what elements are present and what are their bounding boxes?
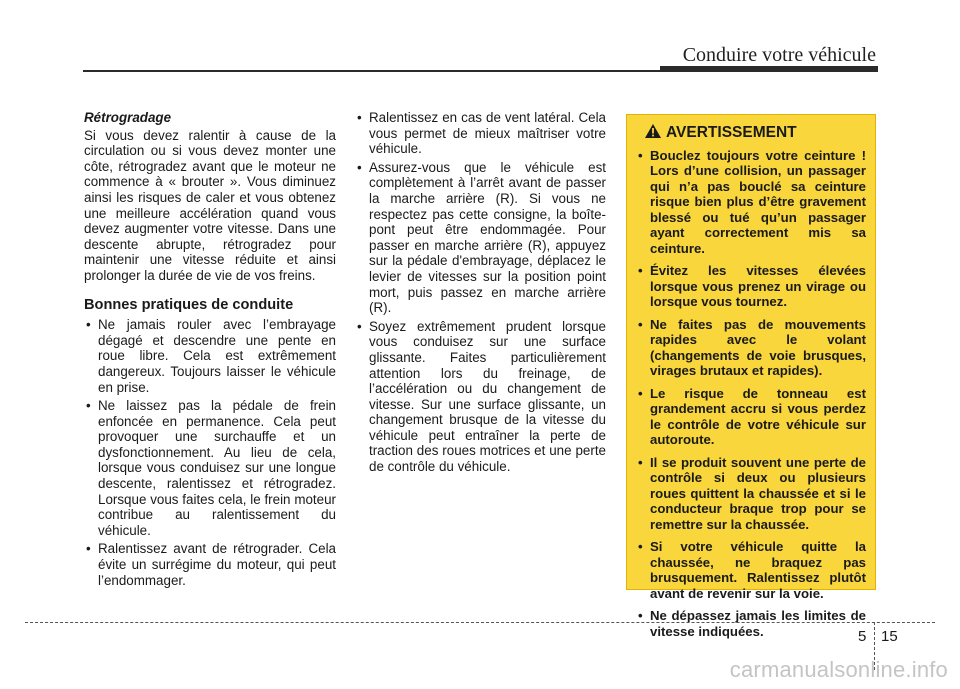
warning-box (626, 114, 876, 639)
list-item: • Ne laissez pas la pédale de frein enfoncée en permanence. Cela peut provoquer une surchauffe et un dysfonctionnement. Au lieu de cela, lorsque vous conduisez sur une longue descente, ralentissez et rétrogradez. Lorsque vous faites cela, le frein moteur contribue au ralentissement du véhicule. (84, 398, 336, 538)
warning-item: • Il se produit souvent une perte de contrôle si deux ou plusieurs roues quittent la chaussée et si le conducteur braque trop pour se remettre sur la chaussée. (636, 455, 866, 533)
warning-item: • Ne faites pas de mouvements rapides avec le volant (changements de voie brusques, virages brutaux et rapides). (636, 317, 866, 379)
page-header-title: Conduire votre véhicule (682, 44, 876, 66)
warning-item: • Si votre véhicule quitte la chaussée, ne braquez pas brusquement. Ralentissez plutôt avant de revenir sur la voie. (636, 539, 866, 601)
section-title: Bonnes pratiques de conduite (84, 296, 294, 313)
column-middle (355, 110, 606, 478)
header-rule-thin (83, 70, 660, 72)
subhead-retrogradage: Rétrogradage (84, 110, 172, 125)
chapter-number: 5 (858, 628, 867, 645)
warning-header (644, 123, 866, 143)
list-item: • Assurez-vous que le véhicule est complètement à l’arrêt avant de passer la marche arrière (R). Si vous ne respectez pas cette consigne, la boîte-pont peut être endommagée. Pour passer en marche arrière (R), appuyez sur la pédale d'embrayage, déplacez le levier de vitesses sur la position point mort, puis passez en marche arrière (R). (355, 160, 606, 316)
list-item: • Ralentissez en cas de vent latéral. Cela vous permet de mieux maîtriser votre véhicule. (355, 110, 606, 157)
warning-bullet-list (636, 148, 866, 640)
warning-triangle-icon (644, 123, 662, 143)
warning-item: • Le risque de tonneau est grandement accru si vous perdez le contrôle de votre véhicule sur autoroute. (636, 386, 866, 448)
column-left (84, 110, 336, 591)
warning-item: • Bouclez toujours votre ceinture ! Lors d’une collision, un passager qui n’a pas bouclé sa ceinture risque bien plus d’être gravement blessé ou tué qu’un passager ayant correctement mis sa ceinture. (636, 148, 866, 257)
middle-bullet-list (355, 110, 606, 475)
left-bullet-list (84, 317, 336, 588)
page-number: 15 (881, 628, 898, 645)
intro-paragraph: Si vous devez ralentir à cause de la circulation ou si vous devez monter une côte, rétrogradez avant que le moteur ne commence à « brouter ». Vous diminuez ainsi les risques de caler et vous obtenez une meilleure accélération quand vous devez augmenter votre vitesse. Dans une descente abrupte, rétrogradez pour maintenir une vitesse réduite et ainsi prolonger la durée de vie de vos freins. (84, 127, 336, 283)
header-rule-thick (660, 66, 878, 72)
list-item: • Ralentissez avant de rétrograder. Cela évite un surrégime du moteur, qui peut l’endommager. (84, 541, 336, 588)
warning-item: • Évitez les vitesses élevées lorsque vous prenez un virage ou lorsque vous tournez. (636, 263, 866, 310)
warning-title: AVERTISSEMENT (666, 124, 797, 141)
list-item: • Ne jamais rouler avec l’embrayage dégagé et descendre une pente en roue libre. Cela est extrêmement dangereux. Toujours laisser le véhicule en prise. (84, 317, 336, 395)
warning-item: • Ne dépassez jamais les limites de vitesse indiquées. (636, 608, 866, 639)
list-item: • Soyez extrêmement prudent lorsque vous conduisez sur une surface glissante. Faites particulièrement attention lors du freinage, de l’accélération ou du changement de vitesse. Sur une surface glissante, un changement brusque de la vitesse du véhicule peut entraîner la perte de traction des roues motrices et une perte de contrôle du véhicule. (355, 319, 606, 475)
footer-dashed-rule (25, 622, 935, 623)
watermark: carmanualsonline.info (729, 657, 948, 682)
